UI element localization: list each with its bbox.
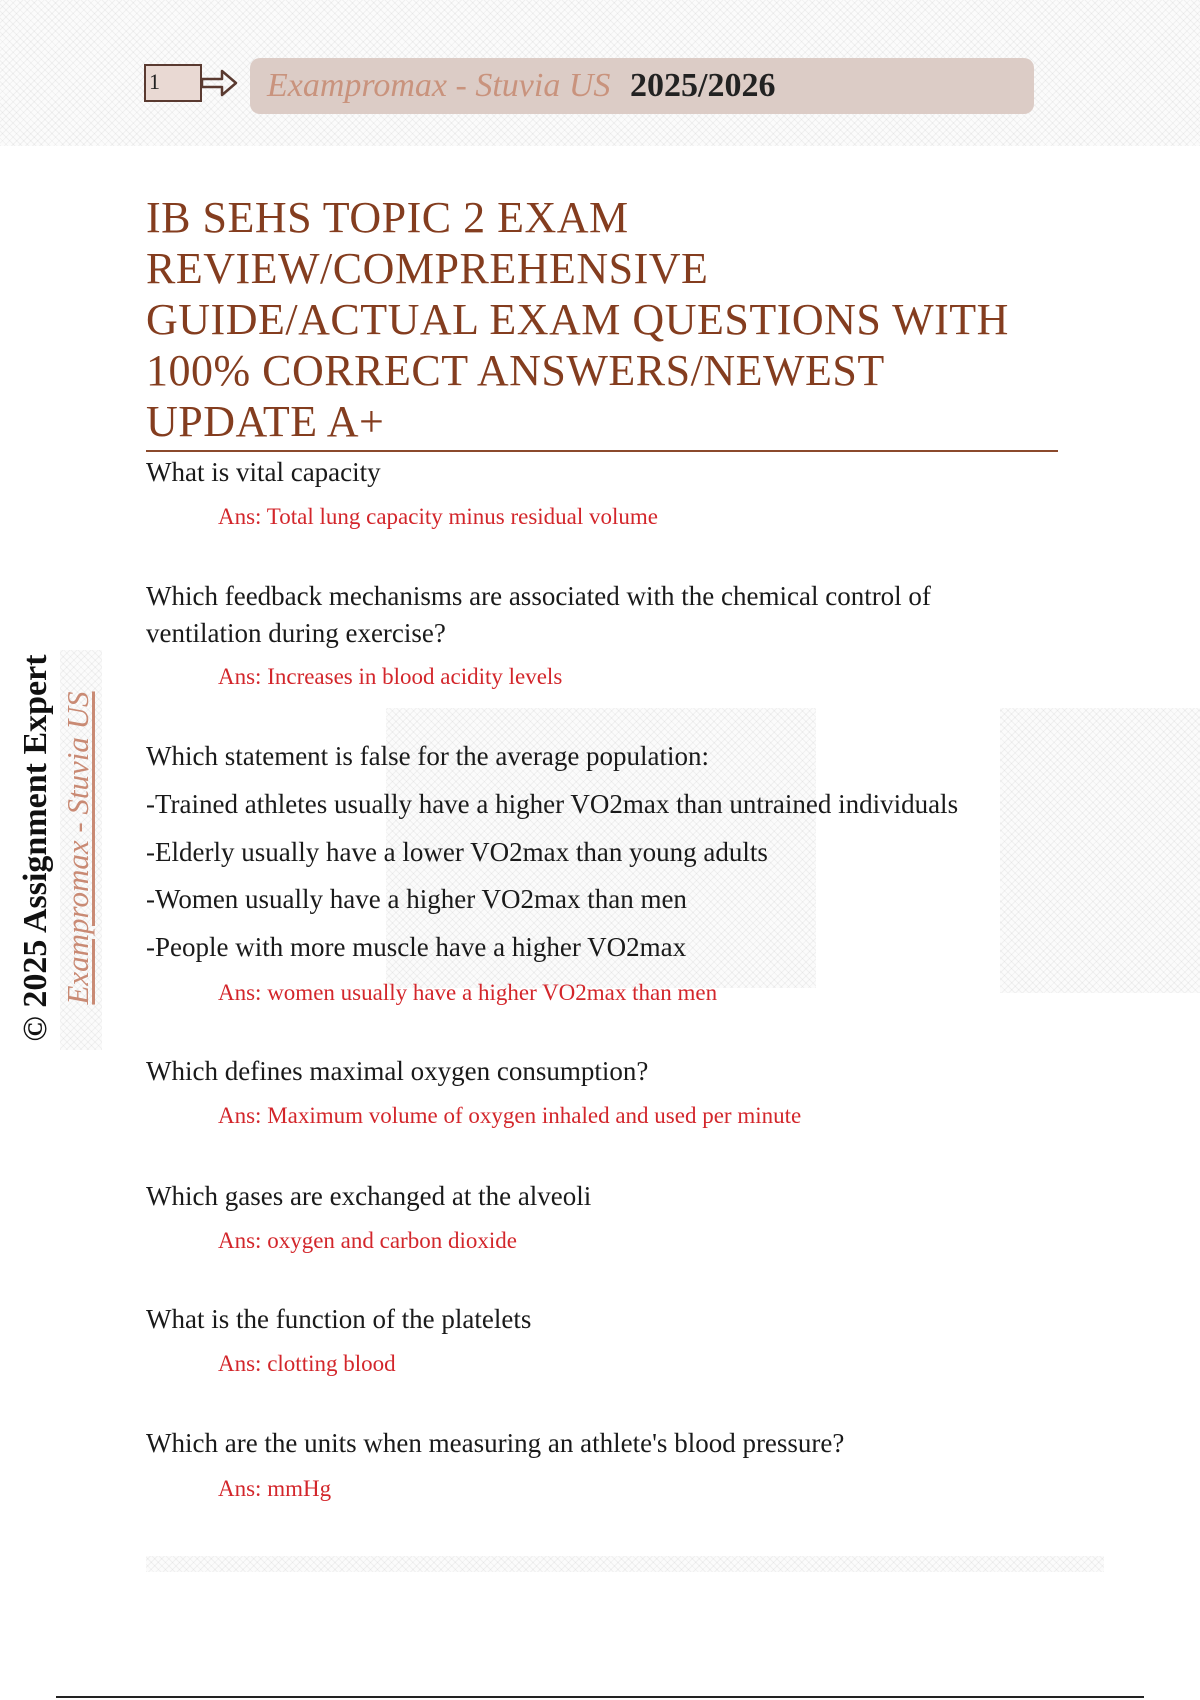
answer-text: Ans: oxygen and carbon dioxide <box>218 1228 517 1253</box>
answer-text: Ans: Total lung capacity minus residual volume <box>218 504 658 529</box>
question-text: Which defines maximal oxygen consumption? <box>146 1056 649 1086</box>
header-brand: Exampromax - Stuvia US <box>267 67 611 104</box>
question-text: Which feedback mechanisms are associated with the chemical control of ventilation during exercise? <box>146 581 931 648</box>
answer-text: Ans: women usually have a higher VO2max than men <box>218 980 718 1005</box>
option-text: -People with more muscle have a higher VO2max <box>146 932 687 962</box>
arrow-right-icon <box>200 68 238 98</box>
question-text: What is vital capacity <box>146 457 381 487</box>
footer-rule <box>56 1696 1144 1698</box>
answer-text: Ans: mmHg <box>218 1476 332 1501</box>
bottom-divider-pattern <box>146 1556 1104 1572</box>
answer-text: Ans: Increases in blood acidity levels <box>218 664 563 689</box>
sidebar-copyright: © 2025 Assignment Expert <box>17 654 54 1042</box>
answer-text: Ans: Maximum volume of oxygen inhaled and used per minute <box>218 1103 802 1128</box>
option-text: -Women usually have a higher VO2max than men <box>146 884 687 914</box>
question-text: Which gases are exchanged at the alveoli <box>146 1181 592 1211</box>
header-year: 2025/2026 <box>630 67 776 104</box>
document-title: IB SEHS TOPIC 2 EXAM REVIEW/COMPREHENSIVE GUIDE/ACTUAL EXAM QUESTIONS WITH 100% CORRECT ANSWERS/NEWEST UPDATE A+ <box>146 193 1009 446</box>
option-text: -Trained athletes usually have a higher VO2max than untrained individuals <box>146 789 959 819</box>
page-number-box: 1 <box>144 64 202 102</box>
question-text: Which statement is false for the average population: <box>146 741 710 771</box>
question-text: Which are the units when measuring an athlete's blood pressure? <box>146 1428 845 1458</box>
option-text: -Elderly usually have a lower VO2max than young adults <box>146 837 768 867</box>
question-text: What is the function of the platelets <box>146 1304 532 1334</box>
sidebar-brand: Exampromax - Stuvia US <box>60 691 95 1005</box>
title-divider <box>146 450 1058 452</box>
watermark-pattern <box>1000 708 1200 993</box>
answer-text: Ans: clotting blood <box>218 1351 396 1376</box>
